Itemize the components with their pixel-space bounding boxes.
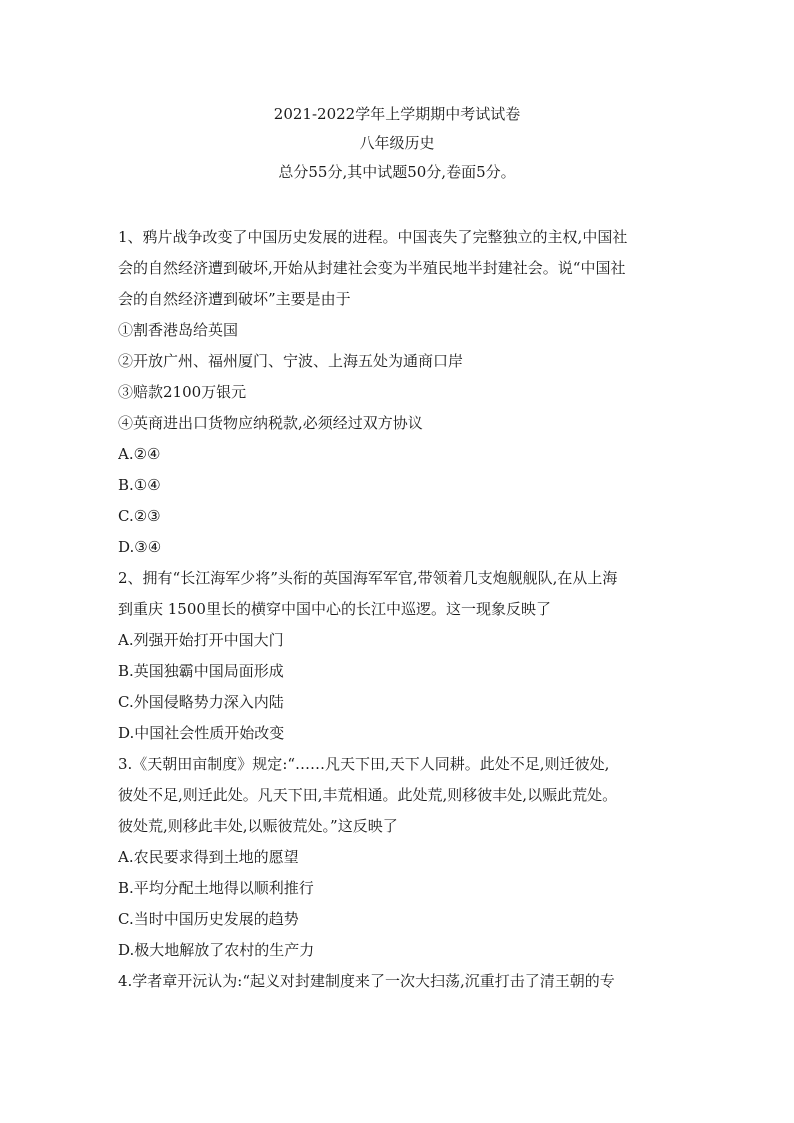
- statement-1: ①割香港岛给英国: [118, 321, 239, 339]
- question-stem-line: 会的自然经济遭到破坏”主要是由于: [118, 290, 351, 308]
- question-stem-line: 2、拥有“长江海军少将”头衔的英国海军军官,带领着几支炮舰舰队,在从上海: [118, 569, 618, 587]
- question-4: [118, 966, 678, 997]
- option-b: B.①④: [118, 476, 161, 494]
- score-note: 总分55分,其中试题50分,卷面5分。: [278, 163, 516, 181]
- question-stem-line: 彼处不足,则迁此处。凡天下田,丰荒相通。此处荒,则移彼丰处,以赈此荒处。: [118, 786, 618, 804]
- option-d: D.中国社会性质开始改变: [118, 724, 285, 742]
- option-b: B.英国独霸中国局面形成: [118, 662, 284, 680]
- exam-subject: 八年级历史: [359, 134, 435, 152]
- option-a: A.②④: [118, 445, 161, 463]
- statement-4: ④英商进出口货物应纳税款,必须经过双方协议: [118, 414, 423, 432]
- option-b: B.平均分配土地得以顺利推行: [118, 879, 314, 897]
- option-c: C.外国侵略势力深入内陆: [118, 693, 284, 711]
- exam-header: [0, 100, 794, 187]
- option-d: D.③④: [118, 538, 162, 556]
- question-stem-line: 1、鸦片战争改变了中国历史发展的进程。中国丧失了完整独立的主权,中国社: [118, 228, 628, 246]
- question-3: [118, 749, 678, 966]
- question-2: [118, 563, 678, 749]
- statement-3: ③赔款2100万银元: [118, 383, 247, 401]
- question-1: [118, 222, 678, 563]
- statement-2: ②开放广州、福州厦门、宁波、上海五处为通商口岸: [118, 352, 464, 370]
- option-a: A.农民要求得到土地的愿望: [118, 848, 299, 866]
- question-list: [118, 222, 678, 997]
- option-a: A.列强开始打开中国大门: [118, 631, 284, 649]
- question-stem-line: 到重庆 1500里长的横穿中国中心的长江中巡逻。这一现象反映了: [118, 600, 551, 618]
- question-stem-line: 4.学者章开沅认为:“起义对封建制度来了一次大扫荡,沉重打击了清王朝的专: [118, 972, 615, 990]
- question-stem-line: 3.《天朝田亩制度》规定:“……凡天下田,天下人同耕。此处不足,则迁彼处,: [118, 755, 610, 773]
- question-stem-line: 彼处荒,则移此丰处,以赈彼荒处。”这反映了: [118, 817, 398, 835]
- question-stem-line: 会的自然经济遭到破坏,开始从封建社会变为半殖民地半封建社会。说“中国社: [118, 259, 626, 277]
- option-d: D.极大地解放了农村的生产力: [118, 941, 315, 959]
- exam-title: 2021-2022学年上学期期中考试试卷: [273, 105, 521, 123]
- option-c: C.②③: [118, 507, 161, 525]
- option-c: C.当时中国历史发展的趋势: [118, 910, 299, 928]
